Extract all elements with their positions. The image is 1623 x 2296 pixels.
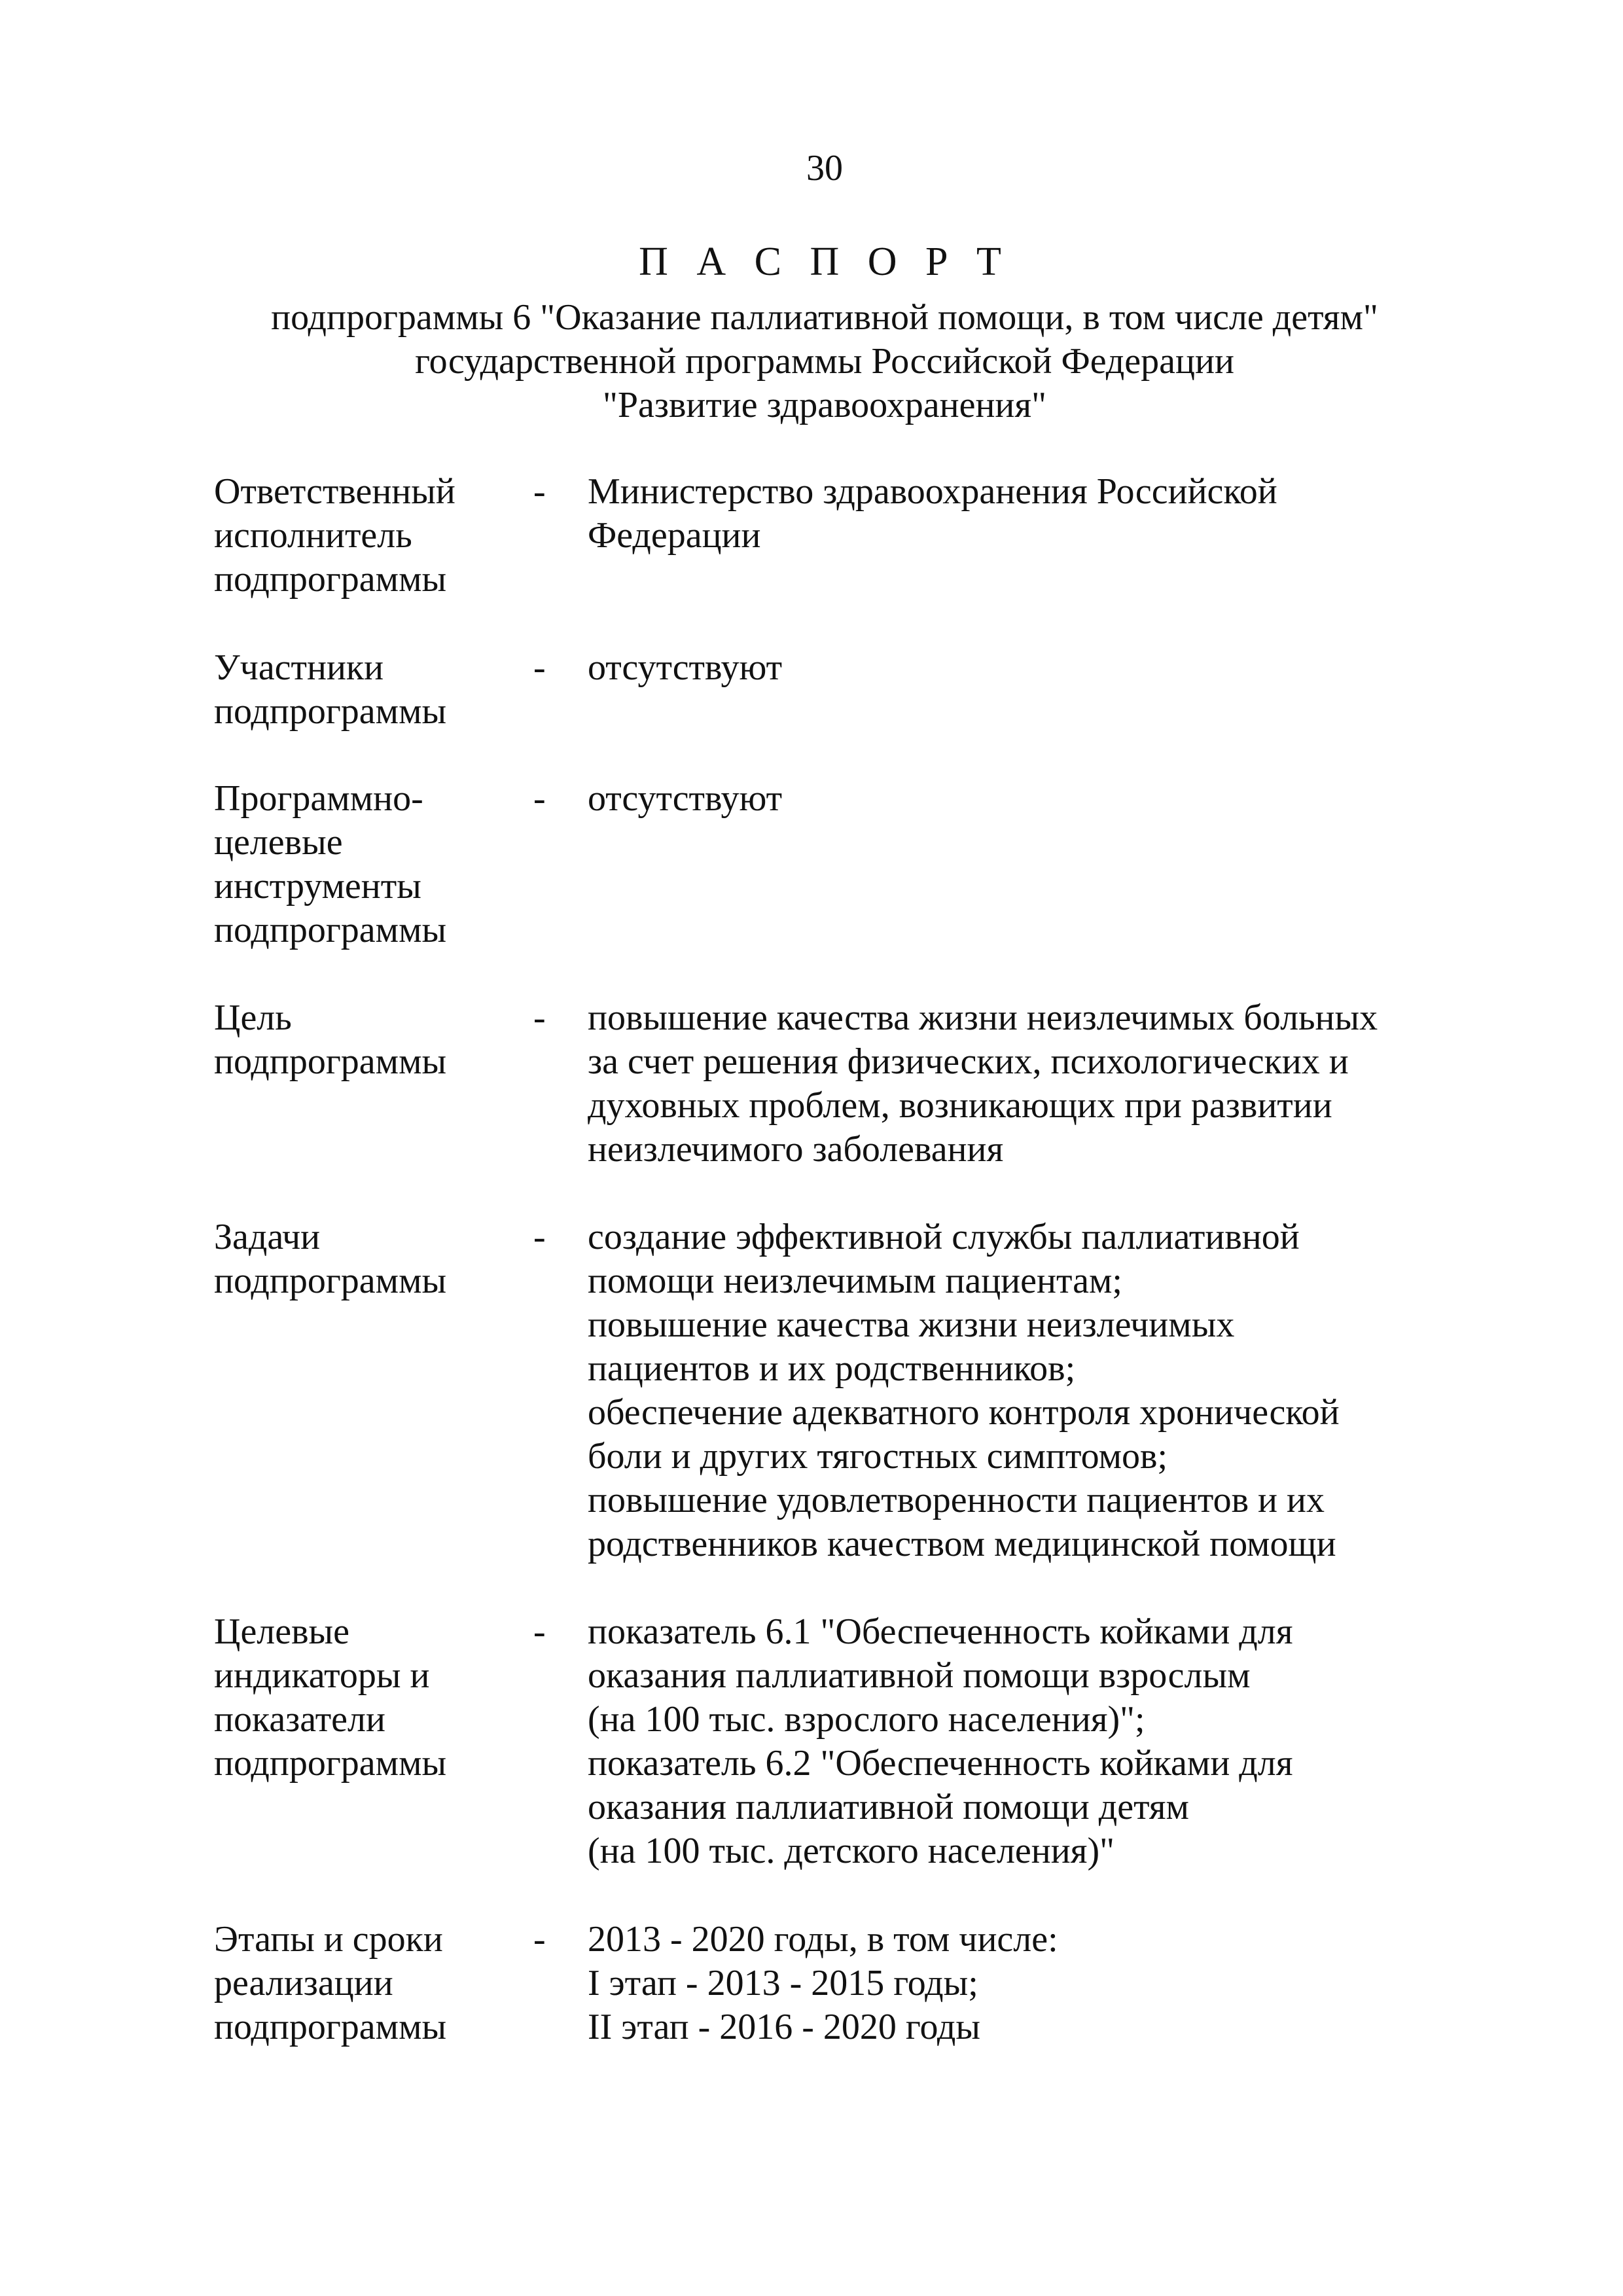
value-line: повышение качества жизни неизлечимых больных	[588, 997, 1378, 1038]
label-line: индикаторы и	[214, 1655, 430, 1696]
value-line: (на 100 тыс. взрослого населения)";	[588, 1699, 1145, 1740]
value-line: I этап - 2013 - 2015 годы;	[588, 1963, 978, 2003]
value-line: (на 100 тыс. детского населения)"	[588, 1831, 1115, 1871]
row-dash: -	[533, 1611, 546, 1652]
value-line: Федерации	[588, 515, 761, 556]
value-line: за счет решения физических, психологических и	[588, 1041, 1349, 1082]
row-label	[214, 1215, 528, 1303]
label-line: исполнитель	[214, 515, 412, 556]
value-line: родственников качеством медицинской помощи	[588, 1524, 1336, 1564]
row-dash: -	[533, 778, 546, 819]
value-line: духовных проблем, возникающих при развитии	[588, 1085, 1332, 1126]
label-line: Ответственный	[214, 471, 455, 512]
label-line: подпрограммы	[214, 559, 447, 600]
page-number: 30	[806, 148, 843, 188]
row-label	[214, 1918, 528, 2049]
label-line: подпрограммы	[214, 691, 447, 732]
row-dash: -	[533, 1217, 546, 1257]
document-title: П А С П О Р Т	[639, 240, 1010, 284]
label-line: Целевые	[214, 1611, 350, 1652]
value-line: пациентов и их родственников;	[588, 1348, 1076, 1389]
document-subtitle	[0, 296, 1623, 427]
row-value	[588, 470, 1517, 558]
label-line: реализации	[214, 1963, 393, 2003]
label-line: Программно-	[214, 778, 423, 819]
value-line: отсутствуют	[588, 647, 783, 688]
label-line: Этапы и сроки	[214, 1919, 443, 1960]
row-label	[214, 1610, 528, 1785]
row-value	[588, 1918, 1517, 2049]
row-dash: -	[533, 647, 546, 688]
row-label	[214, 646, 528, 734]
value-line: II этап - 2016 - 2020 годы	[588, 2007, 980, 2047]
value-line: боли и других тягостных симптомов;	[588, 1436, 1168, 1477]
row-label	[214, 996, 528, 1084]
value-line: оказания паллиативной помощи детям	[588, 1787, 1189, 1827]
label-line: Цель	[214, 997, 292, 1038]
label-line: целевые	[214, 822, 343, 863]
row-dash: -	[533, 471, 546, 512]
value-line: создание эффективной службы паллиативной	[588, 1217, 1300, 1257]
row-value	[588, 646, 1517, 690]
label-line: подпрограммы	[214, 1261, 447, 1301]
row-dash: -	[533, 997, 546, 1038]
value-line: 2013 - 2020 годы, в том числе:	[588, 1919, 1058, 1960]
label-line: Участники	[214, 647, 384, 688]
row-label	[214, 470, 528, 601]
row-label	[214, 777, 528, 952]
value-line: оказания паллиативной помощи взрослым	[588, 1655, 1251, 1696]
subtitle-line: подпрограммы 6 "Оказание паллиативной помощи, в том числе детям"	[271, 297, 1378, 338]
row-value	[588, 996, 1517, 1172]
label-line: подпрограммы	[214, 1743, 447, 1784]
label-line: Задачи	[214, 1217, 321, 1257]
subtitle-line: "Развитие здравоохранения"	[602, 385, 1047, 425]
value-line: Министерство здравоохранения Российской	[588, 471, 1277, 512]
value-line: повышение удовлетворенности пациентов и их	[588, 1480, 1325, 1520]
value-line: неизлечимого заболевания	[588, 1129, 1004, 1170]
value-line: отсутствуют	[588, 778, 783, 819]
row-value	[588, 777, 1517, 821]
value-line: помощи неизлечимым пациентам;	[588, 1261, 1122, 1301]
value-line: показатель 6.2 "Обеспеченность койками для	[588, 1743, 1293, 1784]
label-line: подпрограммы	[214, 2007, 447, 2047]
value-line: повышение качества жизни неизлечимых	[588, 1304, 1235, 1345]
label-line: подпрограммы	[214, 1041, 447, 1082]
row-dash: -	[533, 1919, 546, 1960]
row-value	[588, 1215, 1517, 1566]
label-line: инструменты	[214, 866, 421, 906]
row-value	[588, 1610, 1517, 1873]
value-line: показатель 6.1 "Обеспеченность койками для	[588, 1611, 1293, 1652]
subtitle-line: государственной программы Российской Федерации	[415, 341, 1234, 382]
label-line: подпрограммы	[214, 910, 447, 950]
value-line: обеспечение адекватного контроля хронической	[588, 1392, 1340, 1433]
label-line: показатели	[214, 1699, 385, 1740]
